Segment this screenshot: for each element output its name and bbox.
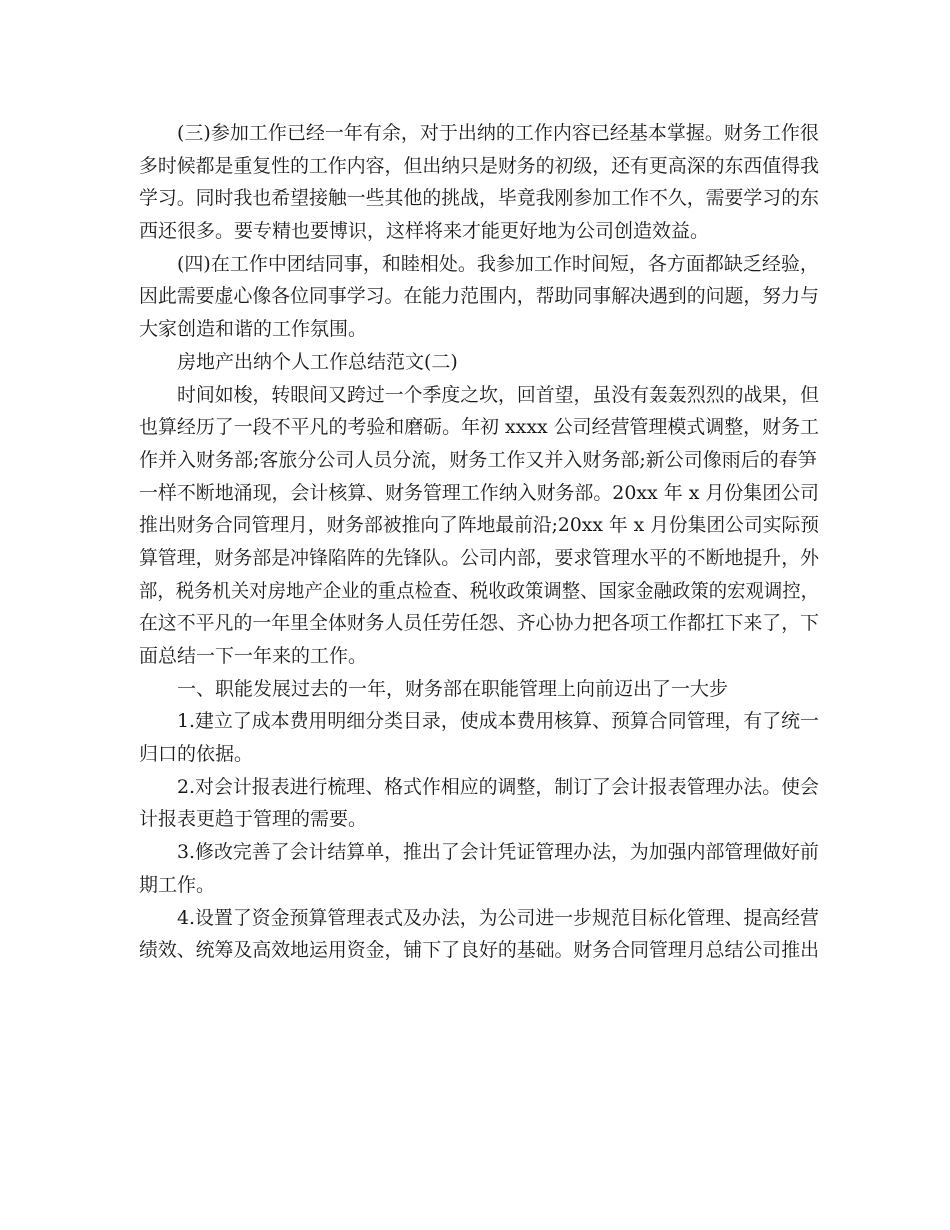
paragraph-line: 因此需要虚心像各位同事学习。在能力范围内，帮助同事解决遇到的问题，努力与 <box>139 285 819 308</box>
document-body <box>139 117 819 967</box>
paragraph-line: 大家创造和谐的工作氛围。 <box>139 318 368 341</box>
paragraph-line: 算管理，财务部是冲锋陷阵的先锋队。公司内部，要求管理水平的不断地提升，外 <box>139 546 819 569</box>
paragraph-line: 绩效、统筹及高效地运用资金，铺下了良好的基础。财务合同管理月总结公司推出 <box>139 939 819 962</box>
paragraph-line: 计报表更趋于管理的需要。 <box>139 808 368 831</box>
paragraph-line: 归口的依据。 <box>139 743 254 766</box>
paragraph-first-line: (四)在工作中团结同事，和睦相处。我参加工作时间短，各方面都缺乏经验， <box>177 252 819 275</box>
paragraph-line: 在这不平凡的一年里全体财务人员任劳任怨、齐心协力把各项工作都扛下来了，下 <box>139 612 819 635</box>
paragraph-line: 多时候都是重复性的工作内容，但出纳只是财务的初级，还有更高深的东西值得我 <box>139 154 819 177</box>
paragraph-first-line: 4.设置了资金预算管理表式及办法，为公司进一步规范目标化管理、提高经营 <box>177 906 819 929</box>
paragraph-first-line: 1.建立了成本费用明细分类目录，使成本费用核算、预算合同管理，有了统一 <box>177 710 819 733</box>
paragraph-line: 推出财务合同管理月，财务部被推向了阵地最前沿;20xx 年 x 月份集团公司实际预 <box>139 514 819 537</box>
paragraph-first-line: 时间如梭，转眼间又跨过一个季度之坎，回首望，虽没有轰轰烈烈的战果，但 <box>177 383 820 406</box>
paragraph-line: 学习。同时我也希望接触一些其他的挑战，毕竟我刚参加工作不久，需要学习的东 <box>139 187 819 210</box>
paragraph-first-line: (三)参加工作已经一年有余，对于出纳的工作内容已经基本掌握。财务工作很 <box>177 122 819 144</box>
paragraph-line: 面总结一下一年来的工作。 <box>139 645 368 667</box>
paragraph-line: 部，税务机关对房地产企业的重点检查、税收政策调整、国家金融政策的宏观调控， <box>139 579 820 602</box>
paragraph-first-line: 一、职能发展过去的一年，财务部在职能管理上向前迈出了一大步 <box>177 677 729 700</box>
paragraph-line: 期工作。 <box>139 873 216 896</box>
paragraph-line: 西还很多。要专精也要博识，这样将来才能更好地为公司创造效益。 <box>139 220 710 243</box>
paragraph-line: 作并入财务部;客旅分公司人员分流，财务工作又并入财务部;新公司像雨后的春笋 <box>139 448 817 471</box>
paragraph-first-line: 2.对会计报表进行梳理、格式作相应的调整，制订了会计报表管理办法。使会 <box>177 775 819 798</box>
paragraph-line: 一样不断地涌现，会计核算、财务管理工作纳入财务部。20xx 年 x 月份集团公司 <box>139 481 819 504</box>
paragraph-line: 也算经历了一段不平凡的考验和磨砺。年初 xxxx 公司经营管理模式调整，财务工 <box>139 416 819 439</box>
paragraph-first-line: 房地产出纳个人工作总结范文(二) <box>177 350 458 373</box>
paragraph-first-line: 3.修改完善了会计结算单，推出了会计凭证管理办法，为加强内部管理做好前 <box>177 841 819 864</box>
